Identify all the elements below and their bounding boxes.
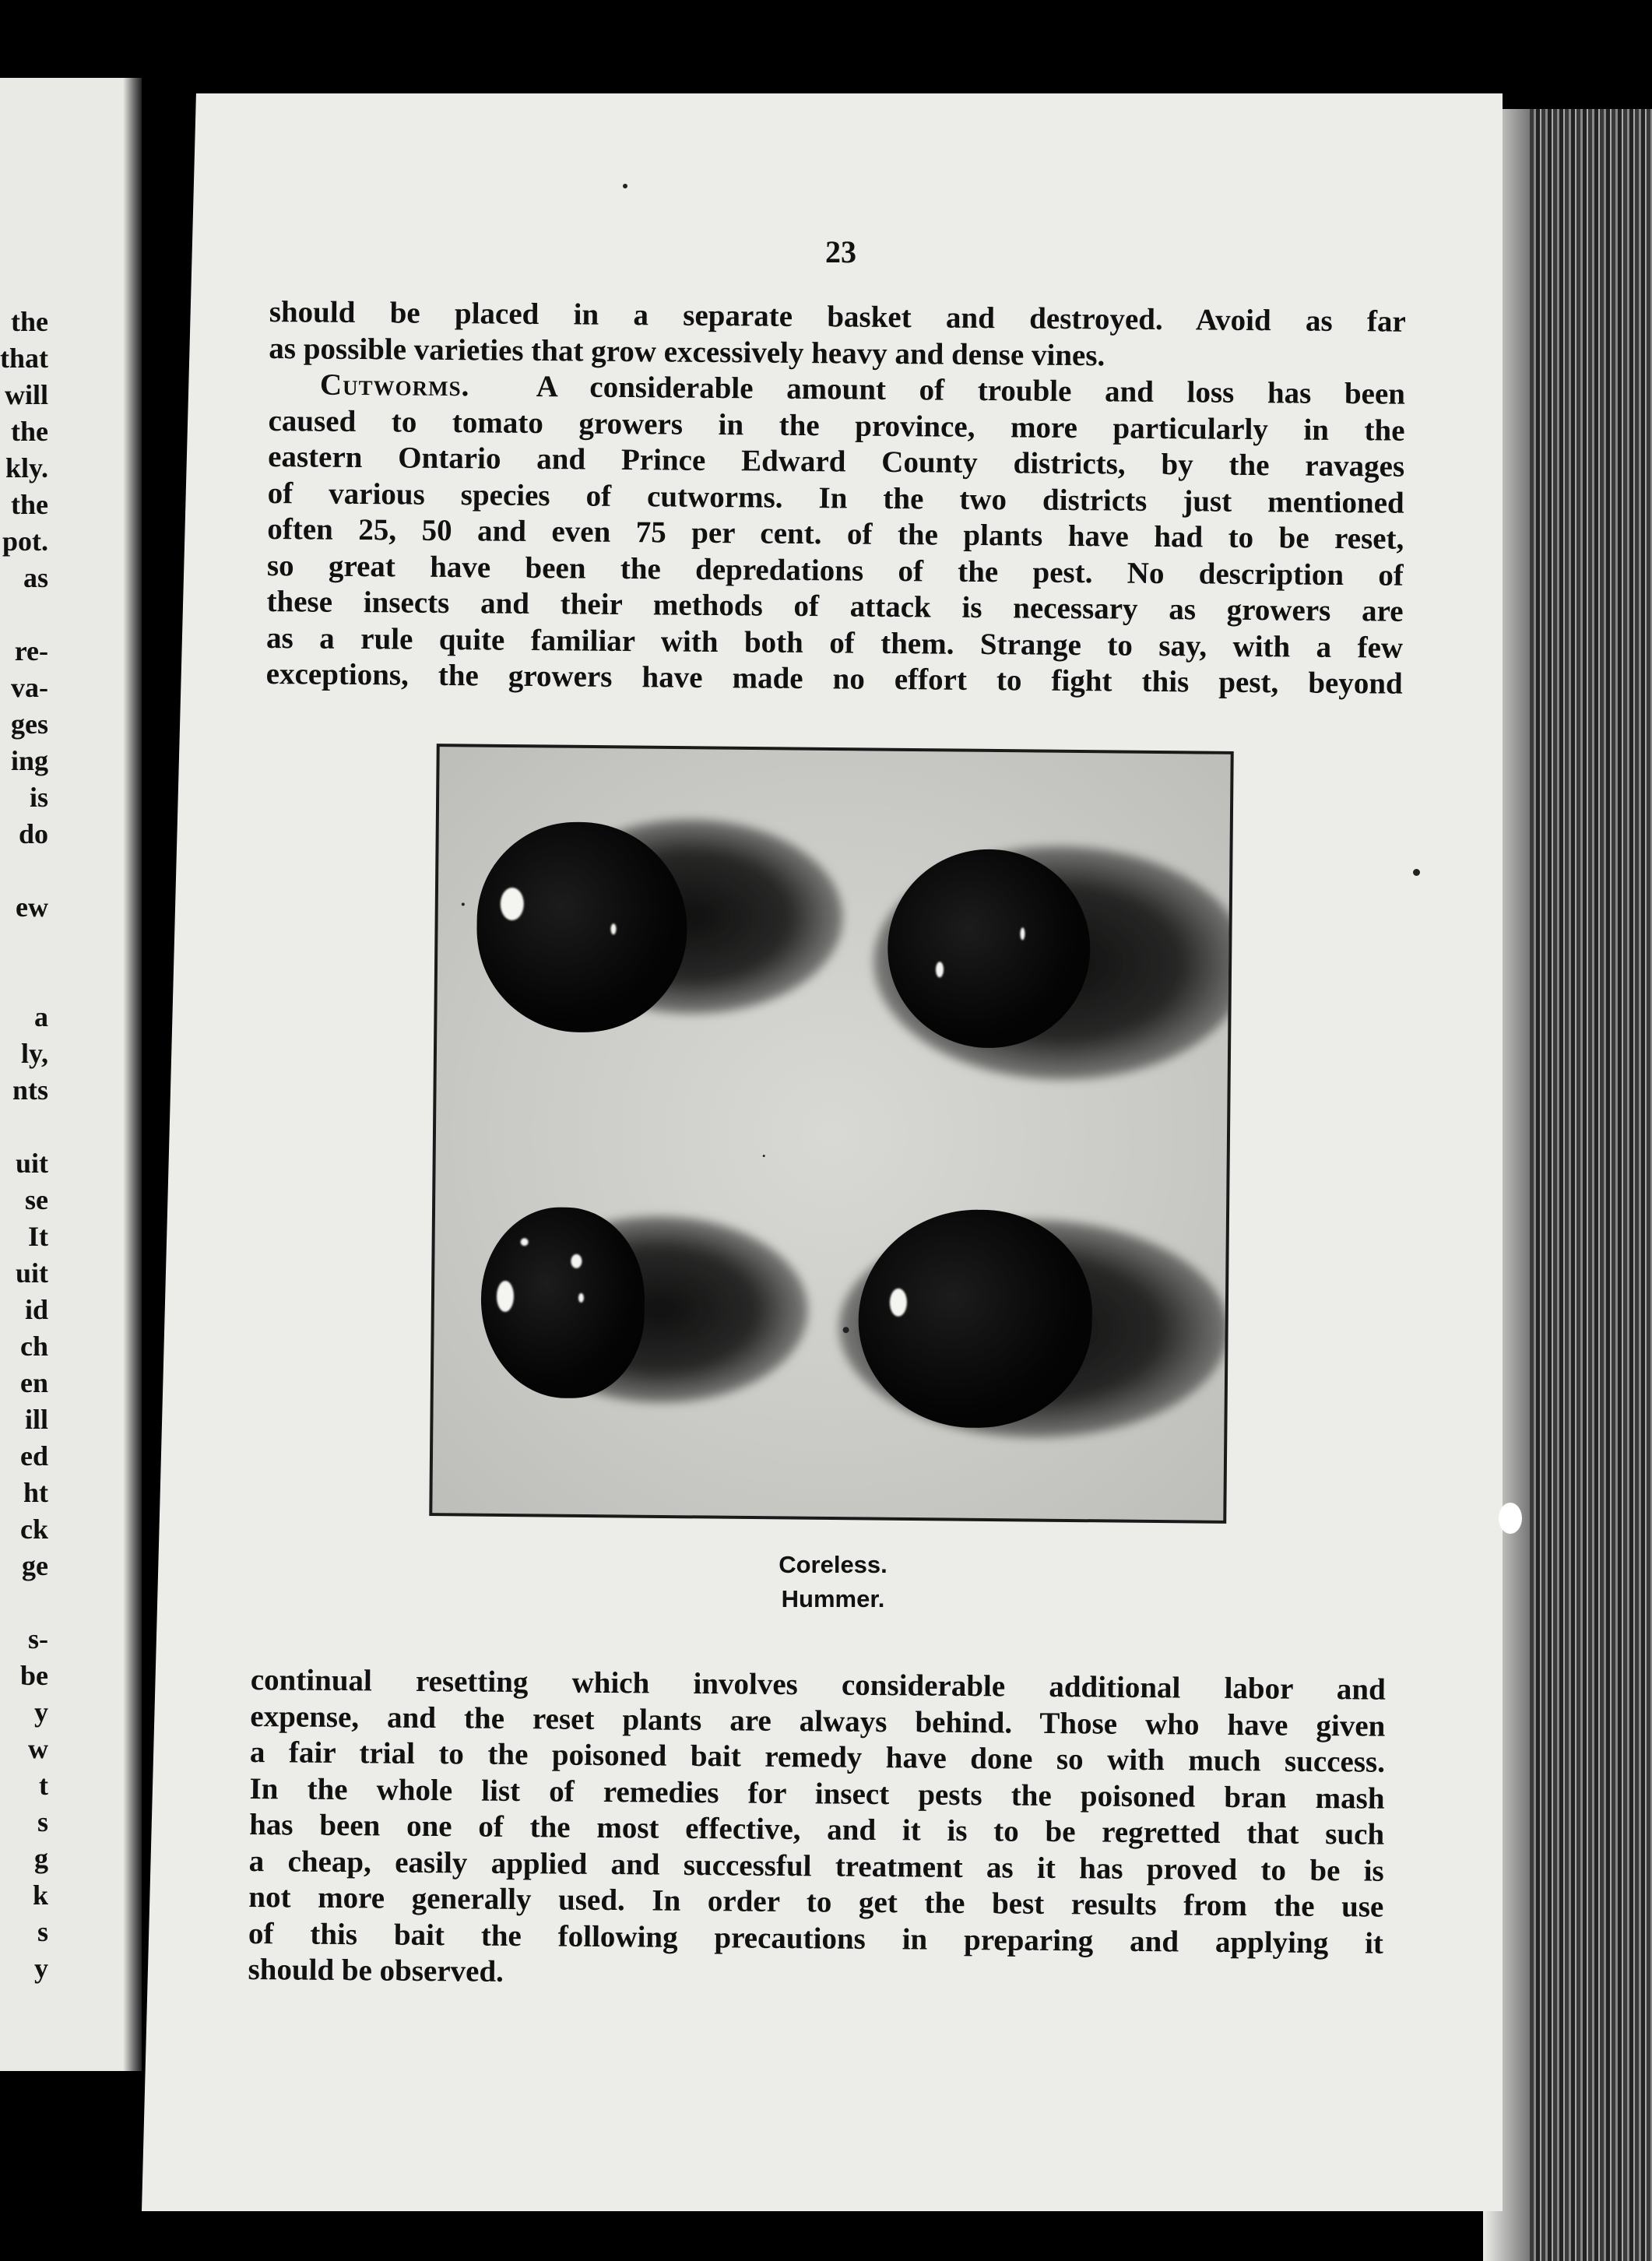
stacked-page-edges xyxy=(1483,109,1652,2261)
caption-line: Hummer. xyxy=(781,1585,885,1612)
left-page-fragment: w xyxy=(28,1733,48,1764)
left-page-fragment xyxy=(0,962,48,999)
page-number: 23 xyxy=(825,234,856,269)
left-page-text-fragments xyxy=(0,304,48,1987)
left-page-fragment: k xyxy=(32,1879,48,1911)
text-line: caused to tomato growers in the province, more particularly in the xyxy=(268,403,1405,448)
left-page-fragment: uit xyxy=(15,1257,48,1289)
left-page-fragment: pot. xyxy=(2,526,48,557)
left-page-fragment: y xyxy=(34,1953,48,1984)
text-line: of various species of cutworms. In the two districts just mentioned xyxy=(267,476,1404,520)
left-page-fragment: do xyxy=(18,818,48,849)
left-page-fragment: ew xyxy=(16,891,48,923)
left-page-fragment: nts xyxy=(12,1074,48,1106)
text-line: a cheap, easily applied and successful treatment as it has proved to be is xyxy=(248,1844,1384,1888)
caption-line: Coreless. xyxy=(779,1551,888,1578)
left-page-fragment: ht xyxy=(23,1477,48,1508)
left-page-fragment: s xyxy=(37,1916,48,1947)
text-line: often 25, 50 and even 75 per cent. of the plants have had to be reset, xyxy=(267,512,1404,556)
left-page-fragment: y xyxy=(34,1697,48,1728)
tomato xyxy=(887,849,1091,1049)
left-page-fragment: uit xyxy=(15,1148,48,1179)
left-page-fragment: ill xyxy=(24,1404,48,1435)
text-line: eastern Ontario and Prince Edward County districts, by the ravages xyxy=(267,439,1405,483)
page-speck xyxy=(1413,869,1420,876)
cutworms-heading: Cutworms. xyxy=(319,367,470,403)
left-page-fragment: will xyxy=(4,379,48,410)
left-page-fragment: that xyxy=(0,343,48,374)
page-tear xyxy=(1499,1503,1522,1534)
left-page-fragment: s xyxy=(37,1806,48,1837)
tomato xyxy=(857,1208,1093,1429)
left-page-fragment: ck xyxy=(20,1514,48,1545)
left-page-fragment: the xyxy=(11,416,48,447)
tomato-highlight xyxy=(521,1238,529,1246)
tomato-highlight xyxy=(571,1254,582,1268)
left-page-fragment: ly, xyxy=(20,1038,48,1069)
figure-caption xyxy=(716,1548,950,1616)
left-page-fragment: se xyxy=(25,1184,48,1215)
left-page-fragment: the xyxy=(11,489,48,520)
tomato-photograph xyxy=(429,744,1233,1524)
left-page-fragment: ed xyxy=(20,1440,48,1472)
left-page-fragment: is xyxy=(29,782,48,813)
left-page-fragment: kly. xyxy=(5,452,48,483)
left-page-fragment: ges xyxy=(11,709,48,740)
top-text-block xyxy=(266,294,1406,702)
text-line: has been one of the most effective, and it is to be regretted that such xyxy=(248,1807,1385,1851)
left-page-fragment: t xyxy=(39,1770,48,1801)
text-line: should be observed. xyxy=(248,1952,504,1988)
left-page-fragment: va- xyxy=(11,672,48,703)
text-line: not more generally used. In order to get the best results from the use xyxy=(248,1879,1384,1924)
text-line: a fair trial to the poisoned bait remedy have done so with much success. xyxy=(249,1735,1386,1779)
left-page-fragment: s- xyxy=(28,1623,48,1654)
text-line: so great have been the depredations of the pest. No description of xyxy=(266,548,1404,593)
page-speck xyxy=(623,184,627,188)
left-page-fragment: the xyxy=(11,306,48,337)
text-line: In the whole list of remedies for insect pests the poisoned bran mash xyxy=(249,1771,1385,1816)
cutworms-first-line-text: A considerable amount of trouble and loss has been xyxy=(536,369,1406,411)
bottom-text-block xyxy=(248,1662,1386,1998)
text-line: these insects and their methods of attack is necessary as growers are xyxy=(266,584,1404,628)
left-page-fragment xyxy=(0,1109,48,1145)
text-line: expense, and the reset plants are always behind. Those who have given xyxy=(250,1699,1386,1743)
text-line: of this bait the following precautions in preparing and applying it xyxy=(248,1916,1384,1960)
left-page-fragment xyxy=(0,853,48,889)
left-page-fragment: en xyxy=(20,1367,48,1398)
text-line: as possible varieties that grow excessively heavy and dense vines. xyxy=(269,331,1105,372)
left-page-fragment: a xyxy=(34,1001,48,1032)
left-page-fragment: be xyxy=(20,1660,48,1691)
left-page-fragment: ge xyxy=(22,1550,48,1581)
left-page-fragment: g xyxy=(34,1843,48,1874)
text-line: should be placed in a separate basket and destroyed. Avoid as far xyxy=(269,294,1406,339)
text-line: as a rule quite familiar with both of them. Strange to say, with a few xyxy=(265,621,1404,665)
left-page-fragment: id xyxy=(24,1294,48,1325)
left-page-fragment xyxy=(0,926,48,962)
left-page-fragment xyxy=(0,1584,48,1621)
left-page-fragment xyxy=(0,596,48,633)
left-page-fragment: It xyxy=(28,1221,48,1252)
text-line: continual resetting which involves considerable additional labor and xyxy=(250,1663,1386,1707)
left-facing-page xyxy=(0,78,142,2071)
text-line: exceptions, the growers have made no effort to fight this pest, beyond xyxy=(265,656,1403,701)
left-page-fragment: as xyxy=(23,562,48,593)
left-page-fragment: re- xyxy=(14,635,48,666)
left-page-fragment: ing xyxy=(10,745,48,776)
left-page-fragment: ch xyxy=(20,1331,48,1362)
book-gutter xyxy=(123,78,142,2071)
